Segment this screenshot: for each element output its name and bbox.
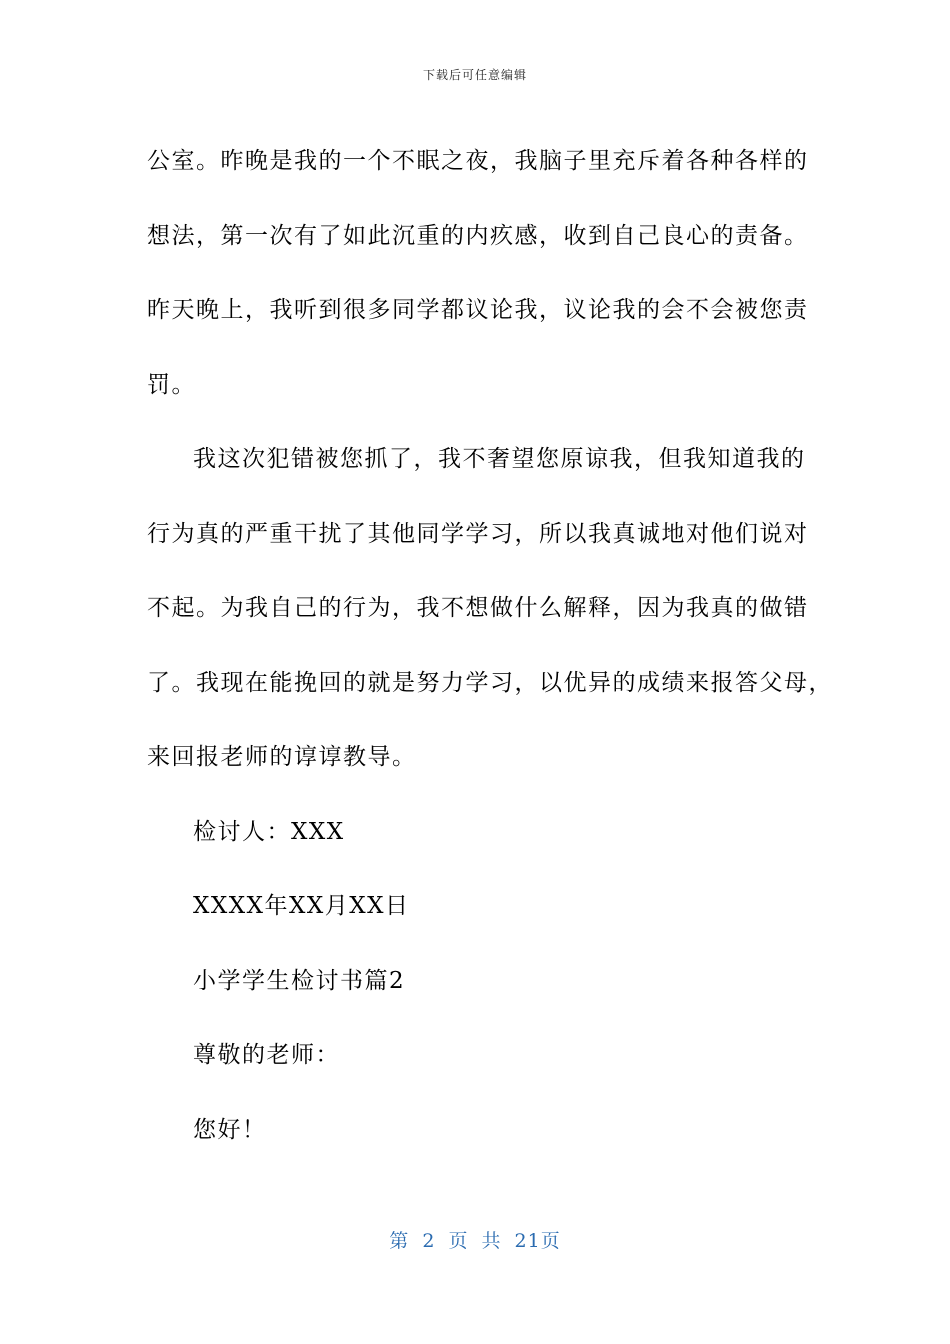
page-number: 第 2 页 共 21页: [389, 1230, 561, 1252]
paragraph-line: 了。我现在能挽回的就是努力学习，以优异的成绩来报答父母，: [147, 669, 833, 696]
document-body: [147, 124, 833, 1167]
paragraph-line: 昨天晚上，我听到很多同学都议论我，议论我的会不会被您责: [147, 297, 809, 323]
greeting-line: 您好！: [193, 1116, 267, 1143]
paragraph-line: 罚。: [147, 371, 196, 398]
section-title: 小学学生检讨书篇2: [193, 967, 406, 994]
date-line: XXXX年XX月XX日: [193, 893, 410, 919]
paragraph-line: 不起。为我自己的行为，我不想做什么解释，因为我真的做错: [147, 595, 809, 621]
signature-line: 检讨人：XXX: [193, 818, 345, 845]
page-header: 下载后可任意编辑: [422, 68, 527, 82]
paragraph-line: 来回报老师的谆谆教导。: [147, 744, 417, 770]
paragraph-line: 公室。昨晚是我的一个不眠之夜，我脑子里充斥着各种各样的: [147, 148, 809, 174]
paragraph-line: 我这次犯错被您抓了，我不奢望您原谅我，但我知道我的: [193, 446, 806, 472]
salutation-line: 尊敬的老师：: [193, 1042, 340, 1068]
paragraph-line: 行为真的严重干扰了其他同学学习，所以我真诚地对他们说对: [147, 520, 809, 547]
paragraph-line: 想法，第一次有了如此沉重的内疚感，收到自己良心的责备。: [147, 222, 809, 249]
